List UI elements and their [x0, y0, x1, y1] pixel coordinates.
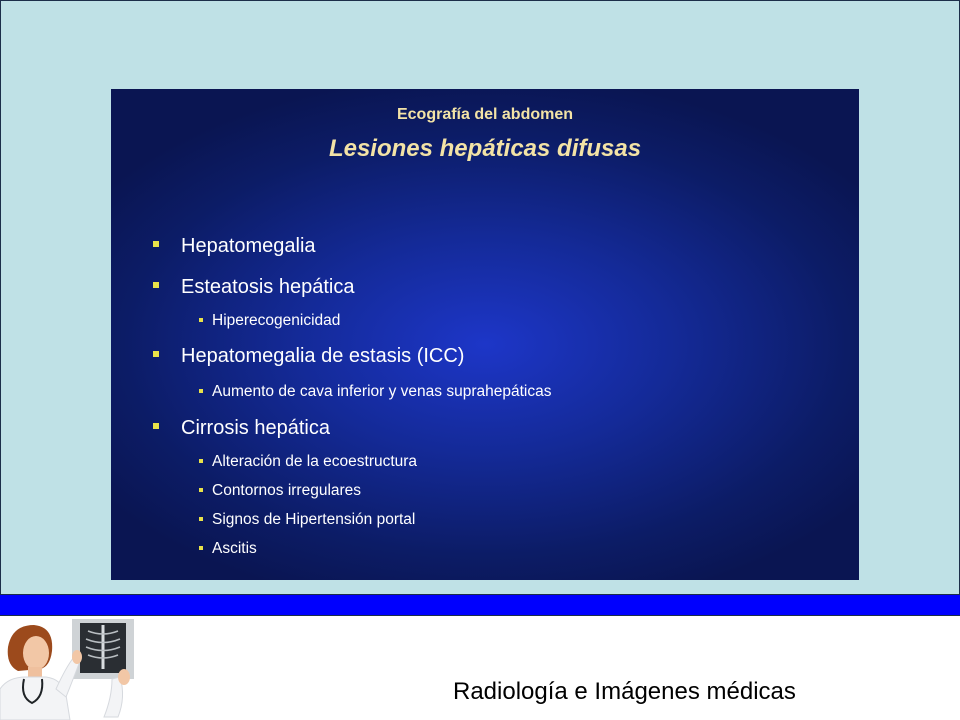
bullet-text: Contornos irregulares [212, 482, 362, 499]
square-bullet-icon [199, 389, 203, 393]
square-bullet-icon [199, 546, 203, 550]
bullet-item [181, 235, 316, 258]
square-bullet-icon [153, 423, 159, 429]
left-hand [72, 650, 82, 664]
sub-bullet-item [212, 511, 415, 529]
bullet-item [181, 276, 354, 299]
blue-divider-bar [0, 594, 960, 616]
slide-subtitle: Ecografía del abdomen [396, 106, 574, 123]
sub-bullet-item [212, 482, 361, 500]
square-bullet-icon [199, 488, 203, 492]
square-bullet-icon [199, 459, 203, 463]
square-bullet-icon [199, 517, 203, 521]
square-bullet-icon [153, 351, 159, 357]
bullet-text: Aumento de cava inferior y venas suprahepáticas [212, 383, 552, 400]
bullet-text: Hepatomegalia [181, 235, 316, 257]
doctor-xray-illustration [0, 617, 155, 720]
square-bullet-icon [153, 282, 159, 288]
square-bullet-icon [199, 318, 203, 322]
doctor-xray-photo [0, 617, 155, 720]
bullet-item [181, 345, 464, 368]
bullet-item [181, 417, 330, 440]
right-hand [118, 669, 130, 685]
square-bullet-icon [153, 241, 159, 247]
right-arm [104, 677, 123, 717]
bullet-text: Hiperecogenicidad [212, 312, 341, 329]
bullet-text: Alteración de la ecoestructura [212, 453, 418, 470]
slide-image [111, 89, 859, 580]
face [23, 636, 49, 670]
sub-bullet-item [212, 383, 551, 401]
bullet-text: Cirrosis hepática [181, 417, 330, 439]
slide-title: Lesiones hepáticas difusas [328, 135, 642, 162]
bullet-text: Hepatomegalia de estasis (ICC) [181, 345, 465, 367]
bullet-text: Esteatosis hepática [181, 276, 355, 298]
sub-bullet-item [212, 453, 417, 471]
sub-bullet-item [212, 312, 340, 330]
sub-bullet-item [212, 540, 257, 558]
bullet-text: Signos de Hipertensión portal [212, 511, 416, 528]
bullet-text: Ascitis [212, 540, 257, 557]
footer-caption: Radiología e Imágenes médicas [453, 678, 796, 705]
